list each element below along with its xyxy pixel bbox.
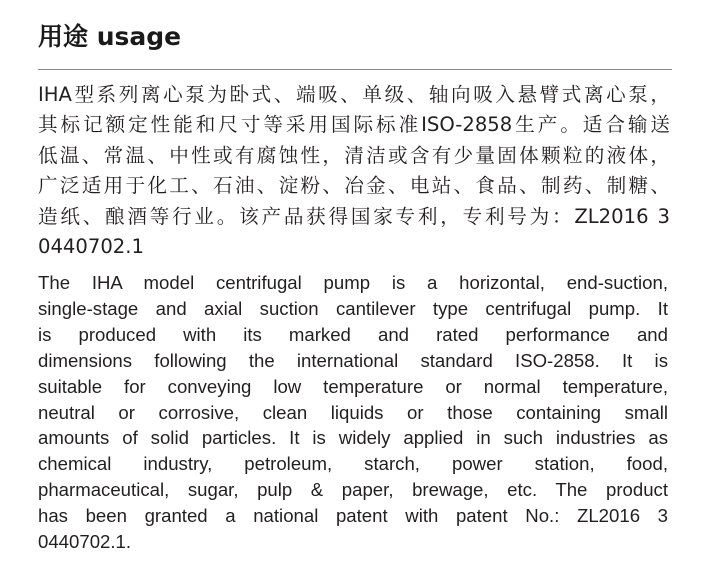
english-line: suitable for conveying low temperature or normal temperature, (38, 375, 668, 397)
chinese-line: 0440702.1 (38, 235, 144, 259)
english-line: is produced with its marked and rated performance and (38, 323, 668, 345)
english-line: The IHA model centrifugal pump is a horizontal, end-suction, (38, 272, 668, 293)
english-line: dimensions following the international standard ISO-2858. It is (38, 349, 668, 371)
english-paragraph (38, 270, 668, 555)
section-heading: 用途 usage (38, 22, 182, 51)
english-line: pharmaceutical, sugar, pulp & paper, brewage, etc. The product (38, 479, 668, 501)
heading-divider (38, 69, 672, 70)
english-line: single-stage and axial suction cantilever type centrifugal pump. It (38, 297, 668, 319)
chinese-line: 广泛适用于化工、石油、淀粉、冶金、电站、食品、制药、制糖、 (38, 174, 670, 198)
chinese-paragraph (38, 80, 670, 262)
english-line: amounts of solid particles. It is widely applied in such industries as (38, 427, 668, 449)
chinese-line: IHA型系列离心泵为卧式、端吸、单级、轴向吸入悬臂式离心泵， (38, 83, 670, 106)
english-line: chemical industry, petroleum, starch, power station, food, (38, 453, 668, 475)
chinese-line: 造纸、酿酒等行业。该产品获得国家专利，专利号为：ZL2016 3 (38, 204, 670, 228)
chinese-line: 低温、常温、中性或有腐蚀性，清洁或含有少量固体颗粒的液体， (38, 143, 670, 167)
chinese-line: 其标记额定性能和尺寸等采用国际标准ISO-2858生产。适合输送 (38, 113, 670, 137)
english-line: 0440702.1. (38, 531, 132, 553)
english-line: has been granted a national patent with patent No.: ZL2016 3 (38, 505, 668, 527)
english-line: neutral or corrosive, clean liquids or those containing small (38, 401, 668, 423)
